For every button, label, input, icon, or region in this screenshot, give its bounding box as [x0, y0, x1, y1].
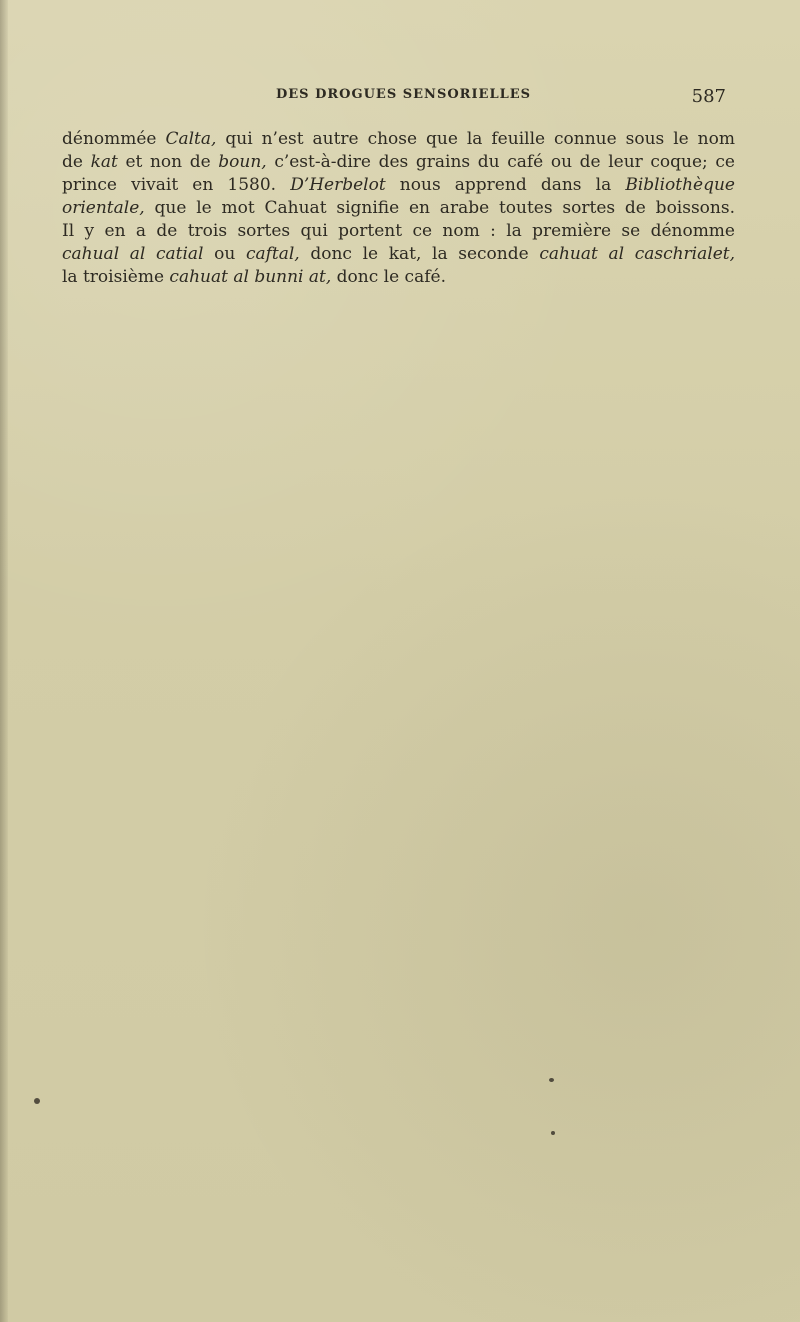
italic-text-segment: cahual al catial — [62, 244, 204, 264]
text-segment: c’est-à-dire des grains du café ou de leur coque; ce — [266, 152, 735, 172]
text-segment: Il y en a de trois sortes qui portent ce nom : la première se dénomme — [62, 221, 735, 241]
italic-text-segment: Calta, — [165, 129, 217, 149]
text-line — [62, 197, 735, 220]
page-number: 587 — [691, 86, 726, 107]
text-line — [62, 128, 735, 151]
italic-text-segment: Bibliothèque — [625, 175, 735, 195]
italic-text-segment: cahuat al bunni at, — [169, 267, 332, 287]
text-line — [62, 174, 735, 197]
text-line — [62, 220, 735, 243]
page-binding-edge — [0, 0, 8, 1322]
text-segment: de — [62, 152, 91, 172]
text-segment: donc le kat, la seconde — [299, 244, 540, 264]
body-paragraph — [62, 128, 735, 289]
italic-text-segment: kat — [90, 152, 118, 172]
text-segment: et non de — [117, 152, 219, 172]
text-segment: qui n’est autre chose que la feuille connue sous le nom — [216, 129, 735, 149]
ink-speck — [551, 1131, 555, 1135]
text-segment: ou — [203, 244, 246, 264]
ink-speck — [549, 1078, 554, 1082]
text-line — [62, 266, 735, 289]
text-line — [62, 243, 735, 266]
text-segment: prince vivait en 1580. — [62, 175, 291, 195]
text-segment: donc le café. — [331, 267, 446, 287]
text-line — [62, 151, 735, 174]
italic-text-segment: cahuat al caschrialet, — [539, 244, 735, 264]
text-segment: que le mot Cahuat signifie en arabe toutes sortes de boissons. — [144, 198, 735, 218]
text-segment: nous apprend dans la — [385, 175, 626, 195]
italic-text-segment: boun, — [218, 152, 267, 172]
text-segment: dénommée — [62, 129, 166, 149]
italic-text-segment: orientale, — [62, 198, 145, 218]
running-header: DES DROGUES SENSORIELLES — [276, 87, 532, 102]
text-segment: la troisième — [62, 267, 170, 287]
italic-text-segment: D’Herbelot — [290, 175, 386, 195]
italic-text-segment: caftal, — [245, 244, 300, 264]
ink-speck — [34, 1098, 40, 1104]
